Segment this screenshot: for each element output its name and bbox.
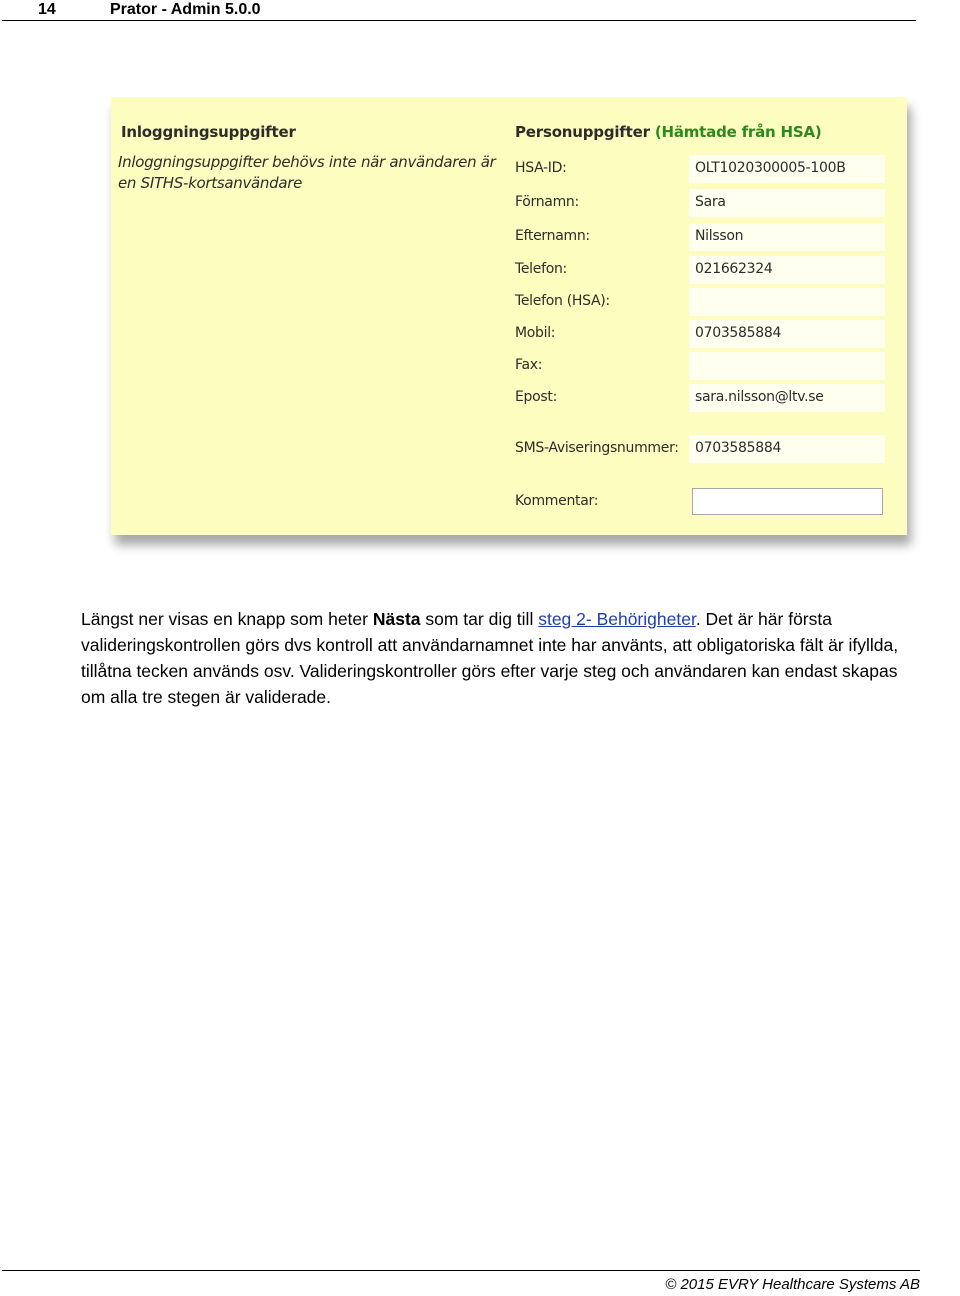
copyright: © 2015 EVRY Healthcare Systems AB (665, 1276, 920, 1293)
field-label: Telefon: (515, 261, 567, 277)
comment-input[interactable] (692, 488, 883, 515)
field-label: Telefon (HSA): (515, 293, 610, 309)
page-number: 14 (38, 1, 56, 18)
next-button-name: Nästa (372, 609, 421, 629)
field-value: Sara (689, 189, 885, 217)
field-value: Nilsson (689, 223, 885, 251)
field-label: Mobil: (515, 325, 556, 341)
body-paragraph (81, 606, 921, 710)
field-value: 0703585884 (689, 320, 885, 348)
field-label: HSA-ID: (515, 160, 567, 176)
paragraph-text: som tar dig till (420, 609, 539, 629)
field-value (689, 352, 885, 380)
login-note: Inloggningsuppgifter behövs inte när användaren är en SITHS-kortsanvändare (118, 153, 496, 192)
person-heading-source: (Hämtade från HSA) (654, 123, 822, 141)
field-label: Kommentar: (515, 493, 599, 509)
field-value: 0703585884 (689, 435, 885, 463)
field-value: OLT1020300005-100B (689, 155, 885, 183)
field-label: Fax: (515, 357, 543, 373)
field-label: Förnamn: (515, 194, 579, 210)
step2-link[interactable]: steg 2- Behörigheter (538, 609, 696, 629)
form-screenshot (111, 97, 907, 535)
login-heading: Inloggningsuppgifter (121, 123, 296, 141)
person-heading-label: Personuppgifter (515, 123, 650, 141)
field-label: SMS-Aviseringsnummer: (515, 440, 679, 456)
field-value (689, 288, 885, 316)
paragraph-text: Längst ner visas en knapp som heter (81, 609, 373, 629)
page-header (2, 0, 916, 21)
page-footer (2, 1270, 920, 1296)
paragraph-text: . Det är här första valideringskontrollen görs dvs kontroll att användarnamnet inte har använts, att obligatoriska fält är ifyllda, tillåtna tecken används osv. Valideringskontroller görs efter varje steg och användaren kan endast skapas om alla tre stegen är validerade. (81, 609, 899, 707)
field-label: Efternamn: (515, 228, 590, 244)
field-value: 021662324 (689, 256, 885, 284)
field-label: Epost: (515, 389, 557, 405)
document-title: Prator - Admin 5.0.0 (110, 1, 261, 18)
field-value: sara.nilsson@ltv.se (689, 384, 885, 412)
person-heading (515, 123, 822, 141)
